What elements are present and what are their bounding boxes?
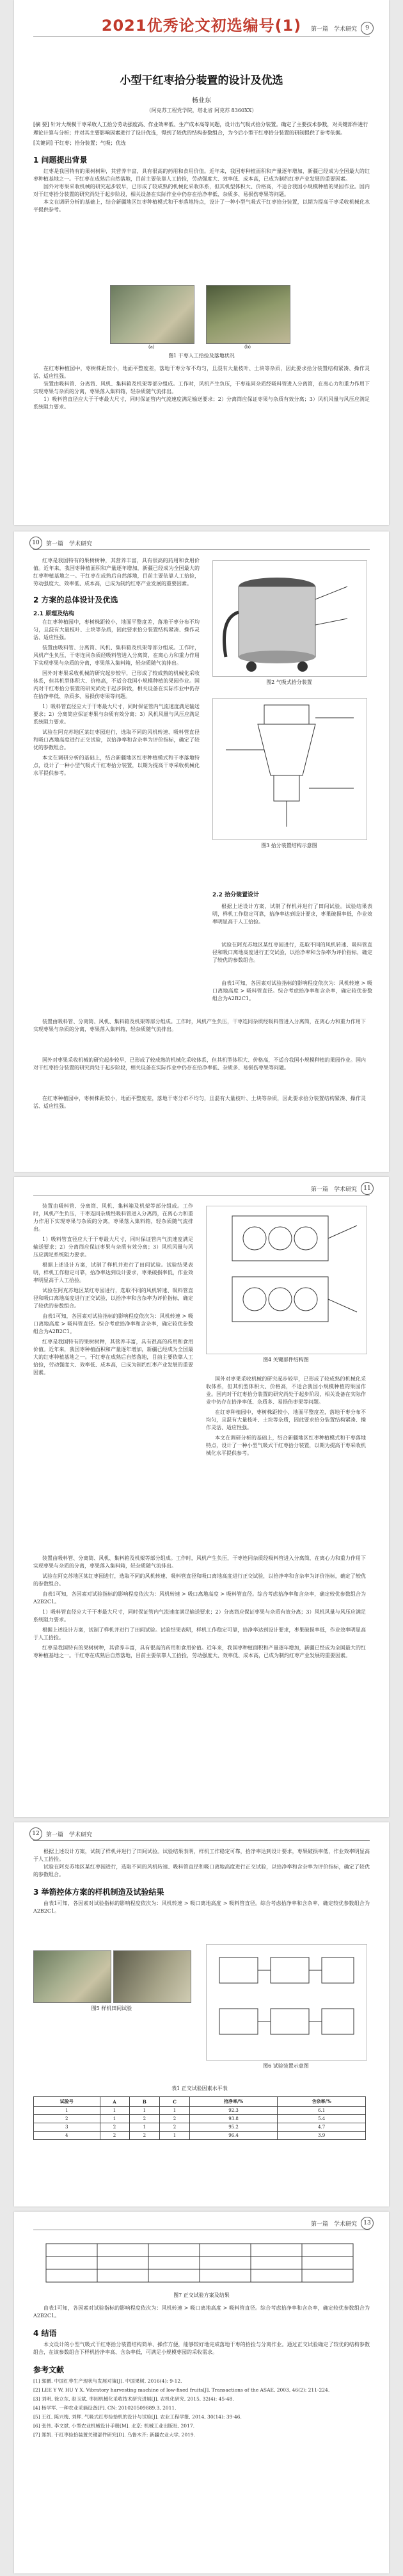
page-number: 13 — [361, 2217, 374, 2230]
paragraph: 国外对枣果采收机械的研究起步较早，已形成了较成熟的机械化采收体系，但其机型体积大、价格高，不适合我国小规模种植的果园作业。国内对干红枣拾分装置的研究尚处于起步阶段，相关设备在实际作业中仍存在拾净率低、杂质多、易损伤枣果等问题。 — [33, 1057, 366, 1071]
table-header-cell: A — [100, 2097, 129, 2107]
paragraph: 根据上述设计方案，试制了样机并进行了田间试验。试验结果表明，样机工作稳定可靠，拾净率达到设计要求，枣果破损率低，作业效率明显高于人工拾捡。 — [33, 1849, 370, 1862]
subsection-heading: 2.1 原理及结构 — [33, 611, 75, 617]
paragraph: 装置由吸料管、分离筒、风机、集料箱及机架等部分组成。工作时，风机产生负压，干枣连同杂质经吸料管进入分离筒，在离心力和重力作用下实现枣果与杂质的分离，枣果落入集料箱，轻杂质随气流排出。 — [33, 1555, 366, 1569]
table-cell: 1 — [34, 2107, 100, 2115]
reference-item: [6] 张伟, 李文斌. 小型农业机械设计手册[M]. 北京: 机械工业出版社, 2017. — [33, 2423, 194, 2429]
header-rule — [33, 549, 370, 550]
table-cell: 5.4 — [278, 2115, 366, 2123]
orthogonal-table — [33, 2096, 366, 2140]
header-section: 第一篇 学术研究 — [310, 2221, 357, 2228]
paragraph: 本文在调研分析的基础上，结合新疆地区红枣种植模式和干枣落地特点，设计了一种小型气吸式干红枣拾分装置，以期为提高干枣采收机械化水平提供参考。 — [33, 199, 370, 213]
table-cell: 92.3 — [189, 2107, 278, 2115]
reference-item: [4] 杨学军. 一种农业采摘设备[P]. CN: 201020509889.3, 2011. — [33, 2405, 177, 2411]
paragraph: 国外对枣果采收机械的研究起步较早，已形成了较成熟的机械化采收体系，但其机型体积大、价格高，不适合我国小规模种植的果园作业。国内对干红枣拾分装置的研究尚处于起步阶段，相关设备在实际作业中仍存在拾净率低、杂质多、易损伤枣果等问题。 — [33, 670, 200, 699]
table-cell: 2 — [129, 2115, 160, 2123]
figure-caption: 图6 试验装置示意图 — [263, 2063, 309, 2069]
paragraph: 本文在调研分析的基础上，结合新疆地区红枣种植模式和干枣落地特点，设计了一种小型气吸式干红枣拾分装置，以期为提高干枣采收机械化水平提供参考。 — [33, 755, 200, 776]
table-cell: 4 — [34, 2132, 100, 2140]
table-cell: 96.4 — [189, 2132, 278, 2140]
page-4 — [14, 1822, 389, 2207]
table-row — [34, 2132, 366, 2140]
abstract: [摘 要] 针对大规模干枣采收人工拾分劳动强度高、作业效率低、生产成本高等问题，设计出气吸式拾分装置。确定了主要技术参数，对关键部件进行理论计算与分析；并对其主要影响因素进行了设计优选，得到了较优的结构参数组合，为今后小型干红枣拾分装置的研制提供了参考依据。 — [33, 122, 368, 136]
affiliation: （阿克苏工程党学院，塔北省 阿克苏 8360XX） — [146, 108, 257, 113]
figure-caption: 图5 样机田间试验 — [91, 2005, 132, 2011]
figure-caption: 图1 干枣人工拾捡及落地状况 — [168, 353, 235, 359]
running-header — [14, 1183, 389, 1196]
paragraph: 装置由吸料管、分离筒、风机、集料箱及机架等部分组成。工作时，风机产生负压，干枣连同杂质经吸料管进入分离筒，在离心力和重力作用下实现枣果与杂质的分离，枣果落入集料箱，轻杂质随气流排出。 — [33, 1019, 366, 1032]
table-header-cell: 含杂率/% — [278, 2097, 366, 2107]
paragraph: 由表1可知，各因素对试验指标的影响程度依次为：风机转速 > 吸口离地高度 > 吸料管直径。综合考虑拾净率和含杂率，确定较优参数组合为A2B2C1。 — [33, 1900, 370, 1914]
paragraph: 在红枣种植园中，枣树株距较小，地面平整度差，落地干枣分布不均匀，且混有大量枝叶、土块等杂质，因此要求拾分装置结构紧凑、操作灵活、适应性强。 — [206, 1409, 366, 1430]
banner-title: 2021优秀论文初选编号(1) — [101, 17, 302, 35]
section-heading: 2 方案的总体设计及优选 — [33, 595, 118, 604]
paragraph: 国外对枣果采收机械的研究起步较早，已形成了较成熟的机械化采收体系，但其机型体积大、价格高，不适合我国小规模种植的果园作业。国内对干红枣拾分装置的研究尚处于起步阶段，相关设备在实际作业中仍存在拾净率低、杂质多、易损伤枣果等问题。 — [33, 184, 370, 197]
paragraph: 试验在阿克苏地区某红枣园进行，选取不同的风机转速、吸料管直径和吸口离地高度进行正交试验，以拾净率和含杂率为评价指标，确定了较优的参数组合。 — [212, 942, 372, 963]
section-heading: 3 举箭控体方案的样机制造及试验结果 — [33, 1888, 164, 1897]
table-header-cell: C — [160, 2097, 190, 2107]
paragraph: 根据上述设计方案，试制了样机并进行了田间试验。试验结果表明，样机工作稳定可靠，拾净率达到设计要求，枣果破损率低，作业效率明显高于人工拾捡。 — [33, 1262, 193, 1283]
paragraph: 红枣是我国特有的果树树种，其营养丰富，具有很高的药用和食用价值。近年来，我国枣种植面积和产量逐年增加，新疆已经成为全国最大的红枣种植基地之一。干红枣在成熟后自然落地，目前主要依靠人工拾捡，劳动强度大、效率低、成本高，已成为制约红枣产业发展的重要因素。 — [33, 1339, 193, 1375]
table-cell: 1 — [100, 2115, 129, 2123]
paragraph: 试验在阿克苏地区某红枣园进行，选取不同的风机转速、吸料管直径和吸口离地高度进行正交试验，以拾净率和含杂率为评价指标，确定了较优的参数组合。 — [33, 729, 200, 750]
keywords: [关键词] 干红枣；拾分装置；气吸；优选 — [33, 140, 126, 146]
paragraph: 1）吸料管直径应大于干枣最大尺寸，同时保证管内气流速度满足输送要求；2）分离筒应保证枣果与杂质有效分离；3）风机风量与风压应满足系统阻力要求。 — [33, 704, 200, 725]
paragraph: 1）吸料管直径应大于干枣最大尺寸，同时保证管内气流速度满足输送要求；2）分离筒应保证枣果与杂质有效分离；3）风机风量与风压应满足系统阻力要求。 — [33, 1609, 366, 1623]
running-header — [14, 1829, 389, 1842]
subfigure-label: (b) — [244, 344, 251, 350]
table-header-cell: 试验号 — [34, 2097, 100, 2107]
prototype-photo — [113, 1950, 191, 2003]
page-number: 9 — [361, 22, 374, 35]
authors: 杨业东 — [192, 97, 211, 104]
figure-7-table — [40, 2237, 360, 2288]
table-cell: 1 — [160, 2107, 190, 2115]
table-cell: 6.1 — [278, 2107, 366, 2115]
reference-item: [7] 郑凯. 干红枣捡拾装置关键部件研究[D]. 乌鲁木齐: 新疆农业大学, 2019. — [33, 2432, 196, 2438]
paragraph: 由表1可知，各因素对试验指标的影响程度依次为：风机转速 > 吸口离地高度 > 吸料管直径。综合考虑拾净率和含杂率，确定较优参数组合为A2B2C1。 — [33, 2305, 370, 2319]
table-cell: 3.9 — [278, 2132, 366, 2140]
header-section: 第一篇 学术研究 — [46, 541, 93, 547]
table-header-cell: B — [129, 2097, 160, 2107]
paragraph: 在红枣种植园中，枣树株距较小，地面平整度差，落地干枣分布不均匀，且混有大量枝叶、土块等杂质，因此要求拾分装置结构紧凑、操作灵活、适应性强。 — [33, 1096, 366, 1109]
article-title: 小型干红枣拾分装置的设计及优选 — [120, 74, 283, 87]
running-header — [14, 23, 389, 36]
figure-caption: 图7 正交试验方案及结果 — [173, 2292, 230, 2298]
paragraph: 试验在阿克苏地区某红枣园进行，选取不同的风机转速、吸料管直径和吸口离地高度进行正交试验，以拾净率和含杂率为评价指标，确定了较优的参数组合。 — [33, 1288, 193, 1309]
references-heading: 参考文献 — [33, 2365, 65, 2374]
paragraph: 在红枣种植园中，枣树株距较小，地面平整度差，落地干枣分布不均匀，且混有大量枝叶、土块等杂质，因此要求拾分装置结构紧凑、操作灵活、适应性强。 — [33, 366, 370, 379]
table-cell: 1 — [100, 2107, 129, 2115]
figure-photo — [206, 285, 290, 344]
table-cell: 95.2 — [189, 2123, 278, 2132]
page-3 — [14, 1177, 389, 1817]
table-header-cell: 拾净率/% — [189, 2097, 278, 2107]
running-header — [14, 538, 389, 551]
reference-item: [5] 王红, 陈兴梅, 刘辉. 气吸式红枣捡拾机的设计与试验[J]. 农业工程学报, 2014, 30(14): 39-46. — [33, 2414, 242, 2420]
paragraph: 装置由吸料管、分离筒、风机、集料箱及机架等部分组成。工作时，风机产生负压，干枣连同杂质经吸料管进入分离筒，在离心力和重力作用下实现枣果与杂质的分离，枣果落入集料箱，轻杂质随气流排出。 — [33, 381, 370, 394]
page-number: 11 — [361, 1182, 374, 1195]
paragraph: 由表1可知，各因素对试验指标的影响程度依次为：风机转速 > 吸口离地高度 > 吸料管直径。综合考虑拾净率和含杂率，确定较优参数组合为A2B2C1。 — [212, 980, 372, 1001]
table-title: 表1 正交试验因素水平表 — [171, 2086, 228, 2091]
machine-illustration — [212, 560, 367, 677]
paragraph: 本文设计的小型气吸式干红枣拾分装置结构简单、操作方便，能够较好地完成落地干枣的拾捡与分离作业。通过正交试验确定了较优的结构参数组合，在该参数组合下样机拾净率高、含杂率低，可满足小规模枣园的采收需求。 — [33, 2342, 370, 2355]
structure-diagram — [212, 698, 367, 840]
paragraph: 红枣是我国特有的果树树种，其营养丰富，具有很高的药用和食用价值。近年来，我国枣种植面积和产量逐年增加，新疆已经成为全国最大的红枣种植基地之一。干红枣在成熟后自然落地，目前主要依靠人工拾捡，劳动强度大、效率低、成本高，已成为制约红枣产业发展的重要因素。 — [33, 168, 370, 182]
table-row — [34, 2115, 366, 2123]
page-1 — [14, 0, 389, 525]
paragraph: 由表1可知，各因素对试验指标的影响程度依次为：风机转速 > 吸口离地高度 > 吸料管直径。综合考虑拾净率和含杂率，确定较优参数组合为A2B2C1。 — [33, 1313, 193, 1334]
prototype-photo — [33, 1950, 111, 2003]
paragraph: 装置由吸料管、分离筒、风机、集料箱及机架等部分组成。工作时，风机产生负压，干枣连同杂质经吸料管进入分离筒，在离心力和重力作用下实现枣果与杂质的分离，枣果落入集料箱，轻杂质随气流排出。 — [33, 1203, 193, 1232]
paragraph: 国外对枣果采收机械的研究起步较早，已形成了较成熟的机械化采收体系，但其机型体积大、价格高，不适合我国小规模种植的果园作业。国内对干红枣拾分装置的研究尚处于起步阶段，相关设备在实际作业中仍存在拾净率低、杂质多、易损伤枣果等问题。 — [206, 1376, 366, 1405]
table-cell: 2 — [129, 2132, 160, 2140]
header-section: 第一篇 学术研究 — [310, 26, 357, 33]
paragraph: 装置由吸料管、分离筒、风机、集料箱及机架等部分组成。工作时，风机产生负压，干枣连同杂质经吸料管进入分离筒，在离心力和重力作用下实现枣果与杂质的分离，枣果落入集料箱，轻杂质随气流排出。 — [33, 645, 200, 666]
table-cell: 2 — [100, 2132, 129, 2140]
reference-item: [1] 郭鹏. 中国红枣生产现状与发展对策[J]. 中国果树, 2016(4): 9-12. — [33, 2378, 182, 2384]
header-section: 第一篇 学术研究 — [46, 1832, 93, 1838]
reference-list — [33, 2378, 370, 2439]
paragraph: 本文在调研分析的基础上，结合新疆地区红枣种植模式和干枣落地特点，设计了一种小型气吸式干红枣拾分装置，以期为提高干枣采收机械化水平提供参考。 — [206, 1435, 366, 1456]
table-cell: 2 — [34, 2115, 100, 2123]
table-cell: 1 — [160, 2132, 190, 2140]
reference-item: [2] LEE Y W, HU Y X. Vibratory harvesting machine of low-fixed fruits[J]. Transactions of the ASAE, 2003, 46(2): 211-224. — [33, 2387, 330, 2393]
figure-caption: 图4 关键部件结构图 — [263, 1357, 309, 1363]
page-number: 10 — [29, 537, 42, 549]
paragraph: 由表1可知，各因素对试验指标的影响程度依次为：风机转速 > 吸口离地高度 > 吸料管直径。综合考虑拾净率和含杂率，确定较优参数组合为A2B2C1。 — [33, 1591, 366, 1605]
paragraph: 1）吸料管直径应大于干枣最大尺寸，同时保证管内气流速度满足输送要求；2）分离筒应保证枣果与杂质有效分离；3）风机风量与风压应满足系统阻力要求。 — [33, 1236, 193, 1258]
paragraph: 红枣是我国特有的果树树种，其营养丰富，具有很高的药用和食用价值。近年来，我国枣种植面积和产量逐年增加，新疆已经成为全国最大的红枣种植基地之一。干红枣在成熟后自然落地，目前主要依靠人工拾捡，劳动强度大、效率低、成本高，已成为制约红枣产业发展的重要因素。 — [33, 1645, 366, 1658]
table-cell: 4.7 — [278, 2123, 366, 2132]
table-1 — [33, 2096, 366, 2140]
test-setup-diagram — [206, 1944, 367, 2061]
table-row — [34, 2123, 366, 2132]
paragraph: 试验在阿克苏地区某红枣园进行，选取不同的风机转速、吸料管直径和吸口离地高度进行正交试验，以拾净率和含杂率为评价指标，确定了较优的参数组合。 — [33, 1573, 366, 1587]
paragraph: 1）吸料管直径应大于干枣最大尺寸，同时保证管内气流速度满足输送要求；2）分离筒应保证枣果与杂质有效分离；3）风机风量与风压应满足系统阻力要求。 — [33, 396, 370, 410]
component-diagram — [206, 1206, 367, 1354]
paragraph: 根据上述设计方案，试制了样机并进行了田间试验。试验结果表明，样机工作稳定可靠，拾净率达到设计要求，枣果破损率低，作业效率明显高于人工拾捡。 — [33, 1627, 366, 1640]
page-number: 12 — [29, 1827, 42, 1840]
section-heading: 1 问题提出背景 — [33, 156, 88, 165]
figure-caption: 图2 气吸式拾分装置 — [266, 679, 312, 685]
table-cell: 93.8 — [189, 2115, 278, 2123]
table-cell: 1 — [129, 2107, 160, 2115]
figure-caption: 图3 拾分装置结构示意图 — [261, 843, 317, 848]
table-cell: 1 — [129, 2123, 160, 2132]
table-cell: 2 — [100, 2123, 129, 2132]
reference-item: [3] 刘明, 徐立东, 赵玉斌. 枣园机械化采收技术研究进展[J]. 农机化研究, 2015, 32(4): 45-48. — [33, 2396, 234, 2402]
table-cell: 2 — [160, 2123, 190, 2132]
paragraph: 根据上述设计方案，试制了样机并进行了田间试验。试验结果表明，样机工作稳定可靠，拾净率达到设计要求，枣果破损率低，作业效率明显高于人工拾捡。 — [212, 903, 372, 925]
subfigure-label: (a) — [148, 344, 155, 350]
table-cell: 3 — [34, 2123, 100, 2132]
figure-photo — [110, 285, 194, 344]
paragraph: 试验在阿克苏地区某红枣园进行，选取不同的风机转速、吸料管直径和吸口离地高度进行正交试验，以拾净率和含杂率为评价指标，确定了较优的参数组合。 — [33, 1864, 370, 1877]
paragraph: 红枣是我国特有的果树树种，其营养丰富，具有很高的药用和食用价值。近年来，我国枣种植面积和产量逐年增加，新疆已经成为全国最大的红枣种植基地之一。干红枣在成熟后自然落地，目前主要依靠人工拾捡，劳动强度大、效率低、成本高，已成为制约红枣产业发展的重要因素。 — [33, 558, 200, 587]
table-cell: 2 — [160, 2115, 190, 2123]
running-header — [14, 2218, 389, 2231]
header-section: 第一篇 学术研究 — [310, 1187, 357, 1193]
section-heading: 4 结语 — [33, 2329, 57, 2338]
subsection-heading: 2.2 拾分装置设计 — [212, 892, 260, 898]
table-row — [34, 2107, 366, 2115]
paragraph: 在红枣种植园中，枣树株距较小，地面平整度差，落地干枣分布不均匀，且混有大量枝叶、土块等杂质，因此要求拾分装置结构紧凑、操作灵活、适应性强。 — [33, 619, 200, 640]
page-5 — [14, 2212, 389, 2573]
page-2 — [14, 531, 389, 1172]
header-rule — [33, 1840, 370, 1841]
